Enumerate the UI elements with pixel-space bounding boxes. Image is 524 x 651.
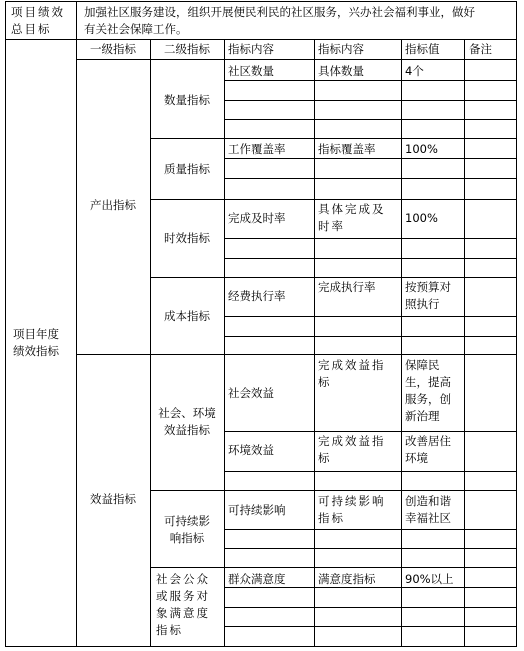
row-content: 完成及时率 bbox=[228, 211, 286, 225]
row-content: 环境效益 bbox=[228, 443, 274, 457]
grid-line bbox=[224, 238, 517, 239]
row-metric: 可持续影响 指标 bbox=[318, 494, 386, 525]
grid-line bbox=[314, 39, 315, 647]
grid-line bbox=[224, 548, 517, 549]
grid-line bbox=[150, 567, 517, 568]
grid-line bbox=[516, 1, 517, 647]
grid-line bbox=[150, 39, 151, 647]
column-header-level2: 二级指标 bbox=[164, 42, 210, 56]
grid-line bbox=[224, 80, 517, 81]
row-value: 按预算对 照执行 bbox=[405, 280, 451, 311]
row-value: 4个 bbox=[405, 64, 424, 78]
row-metric: 具体完成及 时率 bbox=[318, 202, 386, 233]
row-content: 工作覆盖率 bbox=[228, 142, 286, 156]
grid-line bbox=[224, 336, 517, 337]
column-header-value: 指标值 bbox=[405, 42, 440, 56]
level2-cost: 成本指标 bbox=[164, 309, 210, 323]
grid-line bbox=[76, 1, 77, 647]
level2-quality: 质量指标 bbox=[164, 162, 210, 176]
grid-line bbox=[5, 1, 6, 647]
grid-line bbox=[464, 39, 465, 647]
goal-text: 加强社区服务建设，组织开展便民利民的社区服务，兴办社会福利事业，做好 有关社会保障工作。 bbox=[84, 5, 475, 36]
grid-line bbox=[224, 158, 517, 159]
grid-line bbox=[150, 354, 517, 355]
row-content: 可持续影响 bbox=[228, 503, 286, 517]
grid-line bbox=[224, 178, 517, 179]
level2-sustainability: 可持续影 响指标 bbox=[164, 514, 210, 545]
row-metric: 指标覆盖率 bbox=[318, 142, 376, 156]
row-value: 100% bbox=[405, 211, 438, 225]
row-content: 经费执行率 bbox=[228, 289, 286, 303]
grid-line bbox=[224, 39, 225, 647]
row-value: 创造和谐 幸福社区 bbox=[405, 494, 451, 525]
grid-line bbox=[5, 39, 517, 40]
grid-line bbox=[224, 471, 517, 472]
row-metric: 满意度指标 bbox=[318, 572, 376, 586]
row-metric: 具体数量 bbox=[318, 64, 364, 78]
grid-line bbox=[76, 59, 517, 60]
grid-line bbox=[401, 39, 402, 647]
row-metric: 完成效益指 标 bbox=[318, 434, 386, 465]
grid-line bbox=[224, 258, 517, 259]
row-metric: 完成效益指 标 bbox=[318, 358, 386, 389]
grid-line bbox=[224, 431, 517, 432]
grid-line bbox=[224, 100, 517, 101]
performance-target-table bbox=[5, 1, 517, 647]
grid-line bbox=[150, 138, 517, 139]
level1-output: 产出指标 bbox=[90, 198, 136, 212]
level2-quantity: 数量指标 bbox=[164, 93, 210, 107]
goal-label: 项目绩效 总目标 bbox=[11, 5, 65, 36]
row-value: 保障民 生，提高 服务，创 新治理 bbox=[405, 358, 451, 423]
row-label-annual-indicators: 项目年度 绩效指标 bbox=[13, 327, 59, 358]
column-header-metric: 指标内容 bbox=[318, 42, 364, 56]
level1-benefit: 效益指标 bbox=[90, 492, 136, 506]
row-value: 100% bbox=[405, 142, 438, 156]
level2-timeliness: 时效指标 bbox=[164, 231, 210, 245]
grid-line bbox=[224, 119, 517, 120]
row-content: 群众满意度 bbox=[228, 572, 286, 586]
level2-social-environmental: 社会、环境 效益指标 bbox=[158, 406, 216, 437]
column-header-level1: 一级指标 bbox=[90, 42, 136, 56]
row-content: 社会效益 bbox=[228, 386, 274, 400]
column-header-remark: 备注 bbox=[469, 42, 492, 56]
grid-line bbox=[150, 199, 517, 200]
grid-line bbox=[224, 626, 517, 627]
grid-line bbox=[224, 607, 517, 608]
grid-line bbox=[150, 490, 517, 491]
grid-line bbox=[224, 529, 517, 530]
level2-satisfaction: 社会公众 或服务对 象满意度 指标 bbox=[156, 572, 210, 637]
grid-line bbox=[224, 316, 517, 317]
row-content: 社区数量 bbox=[228, 64, 274, 78]
row-metric: 完成执行率 bbox=[318, 280, 376, 294]
grid-line bbox=[150, 277, 517, 278]
grid-line bbox=[5, 1, 517, 2]
row-value: 90%以上 bbox=[405, 572, 454, 586]
row-value: 改善居住 环境 bbox=[405, 434, 451, 465]
grid-line bbox=[5, 646, 517, 647]
column-header-content: 指标内容 bbox=[228, 42, 274, 56]
